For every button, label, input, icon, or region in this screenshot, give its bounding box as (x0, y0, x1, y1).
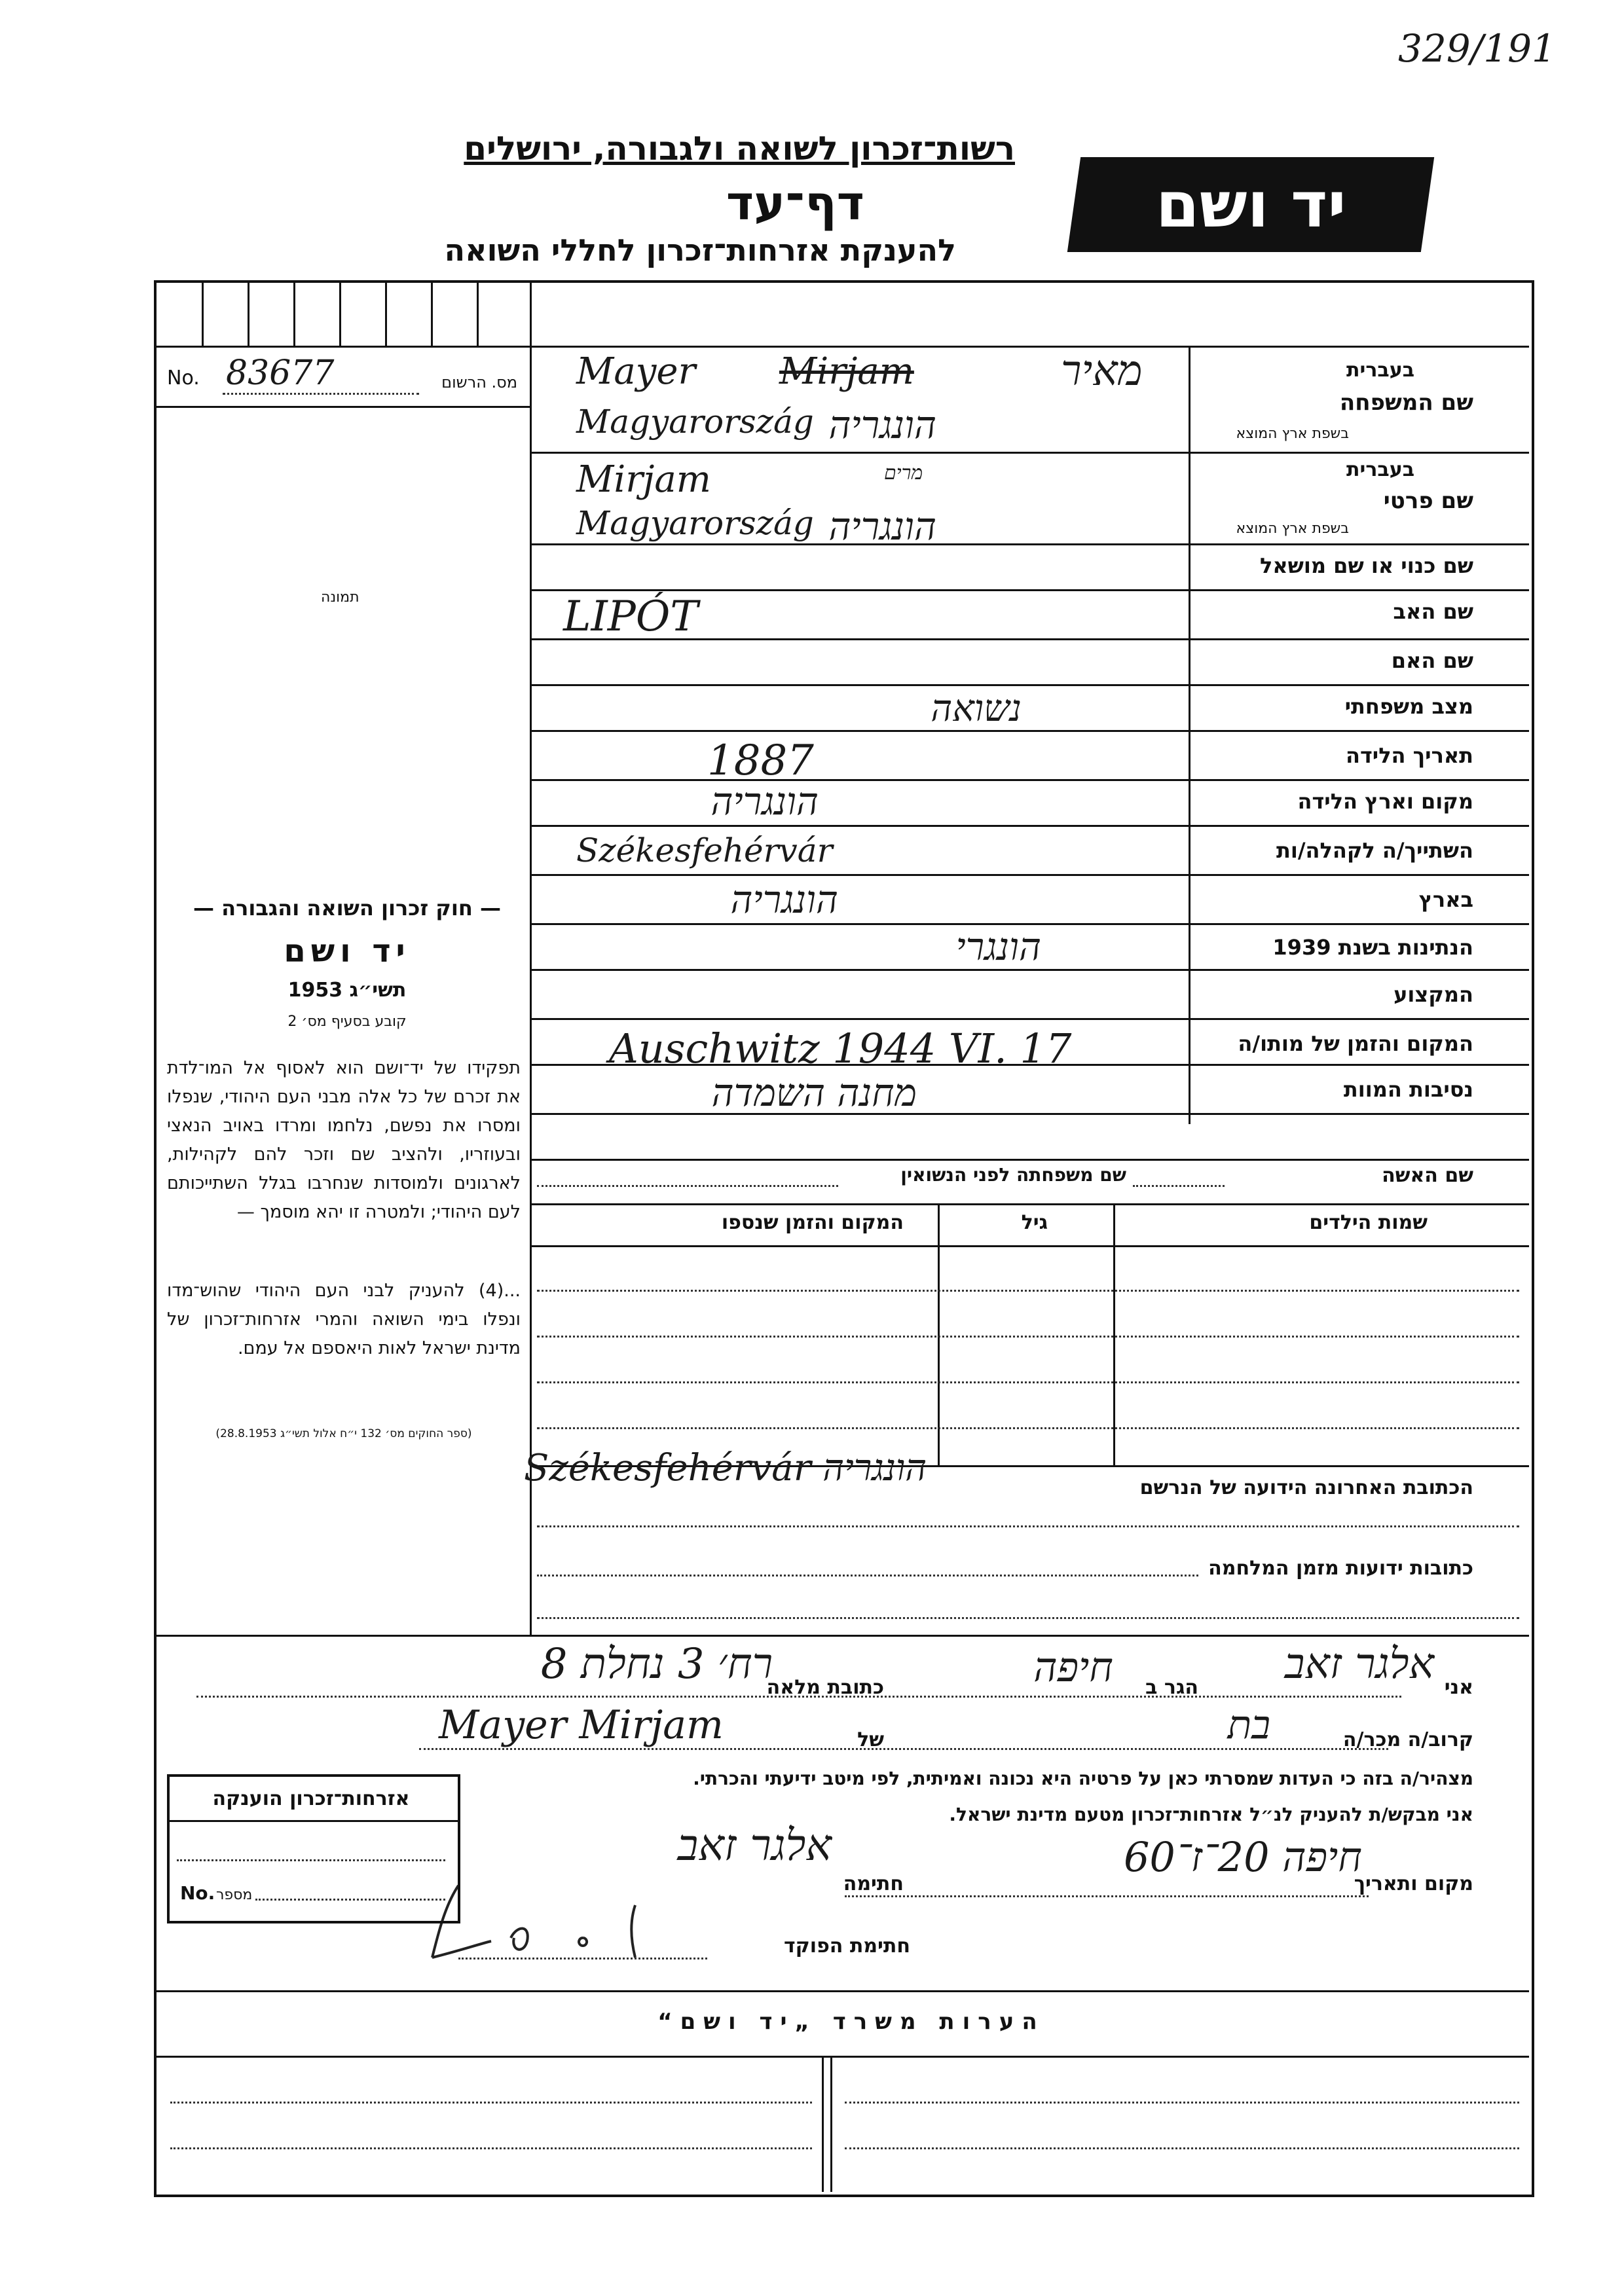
of-label: של (857, 1728, 884, 1751)
registration-number: 83677 (226, 354, 335, 393)
surname-label: שם המשפחה (1339, 390, 1473, 416)
circumstances-value: מחנה השמדה (711, 1070, 917, 1115)
surname-hebrew-value: מאיר (1061, 347, 1143, 395)
surname-country-value: הונגריה (828, 403, 936, 447)
law-paragraph-2: ...(4) להעניק לבני העם היהודי שהוש־מדו ונפלו בימי השואה והמרי אזרחות־זכרון של מדינת ישראל לאות היאספם אל עמם. (167, 1281, 521, 1358)
community-value: Székesfehérvár (576, 831, 833, 869)
lives-in-value: חיפה (1033, 1643, 1113, 1691)
death-label: המקום והזמן של מותו/ה (1238, 1031, 1473, 1056)
firstname-country-value: הונגריה (828, 504, 936, 549)
registration-no-label: No. (167, 367, 200, 390)
surname-origin-sublabel: בשפת ארץ המוצא (1236, 426, 1349, 442)
relation-value: בת (1227, 1702, 1270, 1748)
wife-maiden-label: שם משפחתה לפני הנשואין (900, 1164, 1126, 1186)
profession-label: המקצוע (1393, 982, 1473, 1007)
nickname-label: שם כנוי או שם מושאל (1259, 553, 1473, 578)
left-column-divider (530, 283, 532, 1124)
citizenship-value: הונגרי (955, 924, 1041, 969)
community-label: השתייך/ה לקהלה/ות (1276, 838, 1473, 863)
statement-2: אני מבקש/ת להעניק לנ״ל אזרחות־זכרון מטעם מדינת ישראל. (949, 1804, 1473, 1825)
full-address-label: כתובת מלאה (766, 1676, 884, 1699)
form-subtitle: להענקת אזרחות־זכרון לחללי השואה (444, 232, 956, 268)
logo-text: יד ושם (1155, 168, 1346, 242)
law-paragraph-1: תפקידו של יד־ושם הוא לאסוף אל המו־לדת את זכרם של כל אלה מבני העם היהודי, שנפלו ומסרו את נפשם, נלחמו ומרדו באויב הנאצי ובעוזריו, ולהציב שם וזכר להם לקהילות, לארגונים ולמוסדות שנחרבו בגלל השתייכותם לעם היהודי; ולמטרה זו יהא מוסמך — (167, 1058, 521, 1222)
i-value: אלגר זאב (1284, 1640, 1434, 1688)
father-label: שם האב (1393, 599, 1473, 624)
relative-label: קרוב/ה מכר/ה (1342, 1728, 1473, 1751)
birthdate-value: 1887 (707, 737, 814, 785)
surname-crossed-value: Mirjam (779, 350, 914, 393)
office-notes-label: הערות משרד „יד ושם“ (657, 2009, 1045, 2035)
firstname-origin-sublabel: בשפת ארץ המוצא (1236, 520, 1349, 537)
children-label: שמות הילדים (1309, 1211, 1428, 1234)
photo-label: תמונה (321, 589, 360, 606)
archive-number: 329/191 (1398, 26, 1556, 71)
full-address-value: רח׳ 3 נחלת 8 (540, 1640, 773, 1688)
father-value: LIPÓT (563, 592, 698, 641)
i-label: אני (1444, 1676, 1473, 1699)
lives-in-label: הגר ב (1145, 1676, 1198, 1699)
surname-hebrew-sublabel: בעברית (1346, 359, 1414, 382)
signature-value: אלגר זאב (677, 1820, 832, 1870)
law-clause: קובע בסעיף מס׳ 2 (287, 1013, 407, 1030)
law-title: — חוק זכרון השואה והגבורה — (193, 896, 501, 920)
citizenship-label: הנתינות בשנת 1939 (1272, 935, 1473, 960)
country-value: הונגריה (730, 877, 838, 922)
firstname-latin-value: Mirjam (576, 458, 711, 501)
law-name: יד ושם (284, 933, 411, 970)
signature-label: חתימה (843, 1872, 904, 1895)
firstname-hebrew-sublabel: בעברית (1346, 458, 1414, 481)
war-addresses-label: כתובות ידועות מזמן המלחמה (1208, 1557, 1473, 1580)
law-source: (ספר החוקים מס׳ 132 י״ח אלול תשי״ג 28.8.1953) (215, 1427, 472, 1440)
surname-country-latin: Magyarország (576, 403, 814, 441)
country-label: בארץ (1418, 887, 1473, 912)
registry-label: מס. הרשום (441, 373, 517, 392)
firstname-label: שם פרטי (1383, 488, 1473, 514)
last-address-value: Székesfehérvár הונגריה (524, 1447, 927, 1489)
place-date-value: חיפה 20־ז־60 (1123, 1833, 1362, 1881)
birthplace-value: הונגריה (710, 779, 819, 824)
authority-title: רשות־זכרון לשואה ולגבורה, ירושלים (464, 130, 1015, 168)
age-label: גיל (1021, 1211, 1048, 1234)
last-address-label: הכתובת האחרונה הידועה של הנרשם (1139, 1476, 1473, 1499)
label-column-divider (1189, 346, 1190, 1124)
law-year: תשי״ג 1953 (287, 979, 407, 1002)
yad-vashem-logo (1067, 157, 1434, 252)
marital-label: מצב משפחתי (1344, 694, 1473, 719)
surname-latin-value: Mayer (576, 350, 696, 393)
of-value: Mayer Mirjam (439, 1702, 724, 1748)
birthplace-label: מקום וארץ הלידה (1297, 789, 1473, 814)
statement-1: מצהיר/ה בזה כי העדות שמסרתי כאן על פרטיה היא נכונה ואמיתית, לפי מיטב ידיעתי והכרתי. (693, 1768, 1473, 1789)
mother-label: שם האם (1391, 648, 1473, 673)
officer-label: חתימת הפוקד (784, 1935, 910, 1958)
marital-value: נשואה (931, 687, 1022, 730)
citizenship-box-title: אזרחות־זכרון הוענקה (212, 1787, 410, 1810)
children-place-label: המקום והזמן שנספו (721, 1211, 904, 1234)
firstname-country-latin: Magyarország (576, 504, 814, 542)
circumstances-label: נסיבות המוות (1343, 1077, 1473, 1102)
death-value: Auschwitz 1944 VI. 17 (609, 1025, 1072, 1072)
citizenship-no-label: No. (180, 1882, 215, 1904)
form-title: דף־עד (726, 175, 864, 230)
firstname-hebrew-value: מרים (884, 462, 923, 484)
citizenship-number-label: מספר (216, 1887, 253, 1903)
place-date-label: מקום ותאריך (1354, 1872, 1473, 1895)
birthdate-label: תאריך הלידה (1345, 743, 1473, 768)
wife-label: שם האשה (1382, 1164, 1473, 1187)
